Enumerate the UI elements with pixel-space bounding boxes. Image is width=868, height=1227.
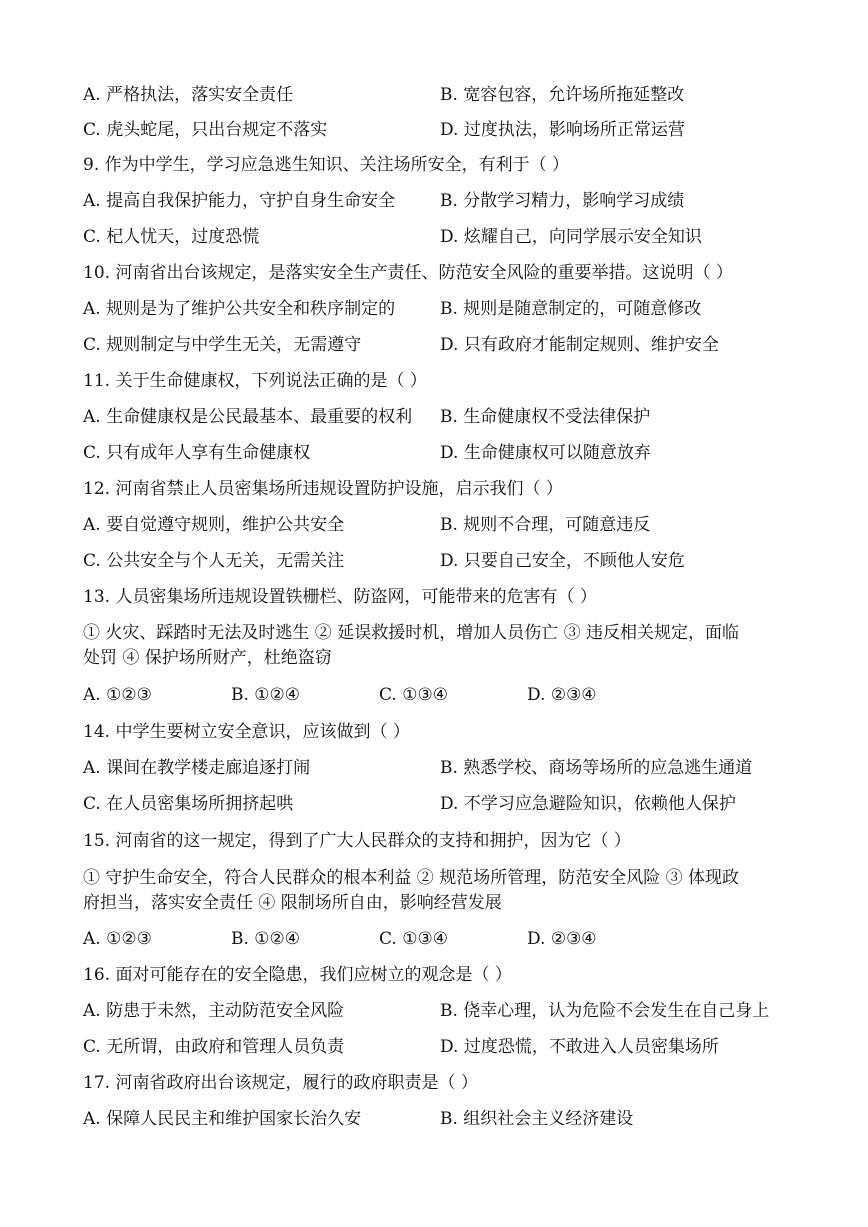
q11-options-row-1 <box>83 405 651 429</box>
q9-options-row-2 <box>83 225 702 249</box>
q14-options-row-2 <box>83 792 736 816</box>
q13-option-b: B. ①②④ <box>231 685 301 705</box>
q12-options-row-2 <box>83 549 685 573</box>
q14-option-d: D. 不学习应急避险知识，依赖他人保护 <box>440 794 736 814</box>
q11-options-row-2 <box>83 441 651 465</box>
q13-stem: 13. 人员密集场所违规设置铁栅栏、防盗网，可能带来的危害有（ ） <box>83 587 597 607</box>
q8-option-b: B. 宽容包容，允许场所拖延整改 <box>440 85 685 105</box>
q13-option-a: A. ①②③ <box>83 685 152 705</box>
q10-option-d: D. 只有政府才能制定规则、维护安全 <box>440 335 719 355</box>
q10-options-row-1 <box>83 297 702 321</box>
q16-options-row-2 <box>83 1035 719 1059</box>
q16-option-d: D. 过度恐慌，不敢进入人员密集场所 <box>440 1037 719 1057</box>
q13-items-line-2: 处罚 ④ 保护场所财产，杜绝盗窃 <box>83 648 332 668</box>
q11-option-a: A. 生命健康权是公民最基本、最重要的权利 <box>83 407 413 427</box>
q16-options-row-1 <box>83 999 770 1023</box>
q12-option-c: C. 公共安全与个人无关，无需关注 <box>83 551 345 571</box>
q8-options-row-1 <box>83 83 685 107</box>
q12-stem: 12. 河南省禁止人员密集场所违规设置防护设施，启示我们（ ） <box>83 479 563 499</box>
q10-option-a: A. 规则是为了维护公共安全和秩序制定的 <box>83 299 396 319</box>
q8-option-a: A. 严格执法，落实安全责任 <box>83 85 294 105</box>
q11-option-d: D. 生命健康权可以随意放弃 <box>440 443 651 463</box>
q13-option-c: C. ①③④ <box>379 685 448 705</box>
q16-option-a: A. 防患于未然，主动防范安全风险 <box>83 1001 345 1021</box>
q10-option-c: C. 规则制定与中学生无关，无需遵守 <box>83 335 362 355</box>
q10-options-row-2 <box>83 333 719 357</box>
q15-items-line-1: ① 守护生命安全，符合人民群众的根本利益 ② 规范场所管理，防范安全风险 ③ 体现政 <box>83 868 740 888</box>
q17-option-a: A. 保障人民民主和维护国家长治久安 <box>83 1109 362 1129</box>
q16-stem: 16. 面对可能存在的安全隐患，我们应树立的观念是（ ） <box>83 965 512 985</box>
q12-option-b: B. 规则不合理，可随意违反 <box>440 515 651 535</box>
q12-option-a: A. 要自觉遵守规则，维护公共安全 <box>83 515 345 535</box>
q14-option-a: A. 课间在教学楼走廊追逐打闹 <box>83 758 311 778</box>
q14-stem: 14. 中学生要树立安全意识，应该做到（ ） <box>83 722 410 742</box>
q17-stem: 17. 河南省政府出台该规定，履行的政府职责是（ ） <box>83 1073 478 1093</box>
q12-options-row-1 <box>83 513 651 537</box>
q16-option-b: B. 侥幸心理，认为危险不会发生在自己身上 <box>440 1001 770 1021</box>
q15-stem: 15. 河南省的这一规定，得到了广大人民群众的支持和拥护，因为它（ ） <box>83 831 631 851</box>
q14-options-row-1 <box>83 756 753 780</box>
q15-option-a: A. ①②③ <box>83 929 152 949</box>
q11-option-b: B. 生命健康权不受法律保护 <box>440 407 651 427</box>
q15-option-b: B. ①②④ <box>231 929 301 949</box>
q8-option-c: C. 虎头蛇尾，只出台规定不落实 <box>83 120 328 140</box>
q9-stem: 9. 作为中学生，学习应急逃生知识、关注场所安全，有利于（ ） <box>83 155 570 175</box>
q15-option-d: D. ②③④ <box>527 929 597 949</box>
q13-option-d: D. ②③④ <box>527 685 597 705</box>
q16-option-c: C. 无所谓，由政府和管理人员负责 <box>83 1037 345 1057</box>
q17-option-b: B. 组织社会主义经济建设 <box>440 1109 634 1129</box>
q8-option-d: D. 过度执法，影响场所正常运营 <box>440 120 685 140</box>
q8-options-row-2 <box>83 118 685 142</box>
q9-option-c: C. 杞人忧天，过度恐慌 <box>83 227 260 247</box>
q13-items-line-1: ① 火灾、踩踏时无法及时逃生 ② 延误救援时机，增加人员伤亡 ③ 违反相关规定，面临 <box>83 623 740 643</box>
q17-options-row-1 <box>83 1107 634 1131</box>
q14-option-b: B. 熟悉学校、商场等场所的应急逃生通道 <box>440 758 753 778</box>
q11-stem: 11. 关于生命健康权，下列说法正确的是（ ） <box>83 371 427 391</box>
q10-stem: 10. 河南省出台该规定，是落实安全生产责任、防范安全风险的重要举措。这说明（ ） <box>83 263 733 283</box>
q10-option-b: B. 规则是随意制定的，可随意修改 <box>440 299 702 319</box>
q9-option-a: A. 提高自我保护能力，守护自身生命安全 <box>83 191 396 211</box>
q15-items-line-2: 府担当，落实安全责任 ④ 限制场所自由，影响经营发展 <box>83 893 502 913</box>
q11-option-c: C. 只有成年人享有生命健康权 <box>83 443 311 463</box>
q9-option-b: B. 分散学习精力，影响学习成绩 <box>440 191 685 211</box>
q14-option-c: C. 在人员密集场所拥挤起哄 <box>83 794 294 814</box>
q9-option-d: D. 炫耀自己，向同学展示安全知识 <box>440 227 702 247</box>
q9-options-row-1 <box>83 189 685 213</box>
q15-option-c: C. ①③④ <box>379 929 448 949</box>
q12-option-d: D. 只要自己安全，不顾他人安危 <box>440 551 685 571</box>
